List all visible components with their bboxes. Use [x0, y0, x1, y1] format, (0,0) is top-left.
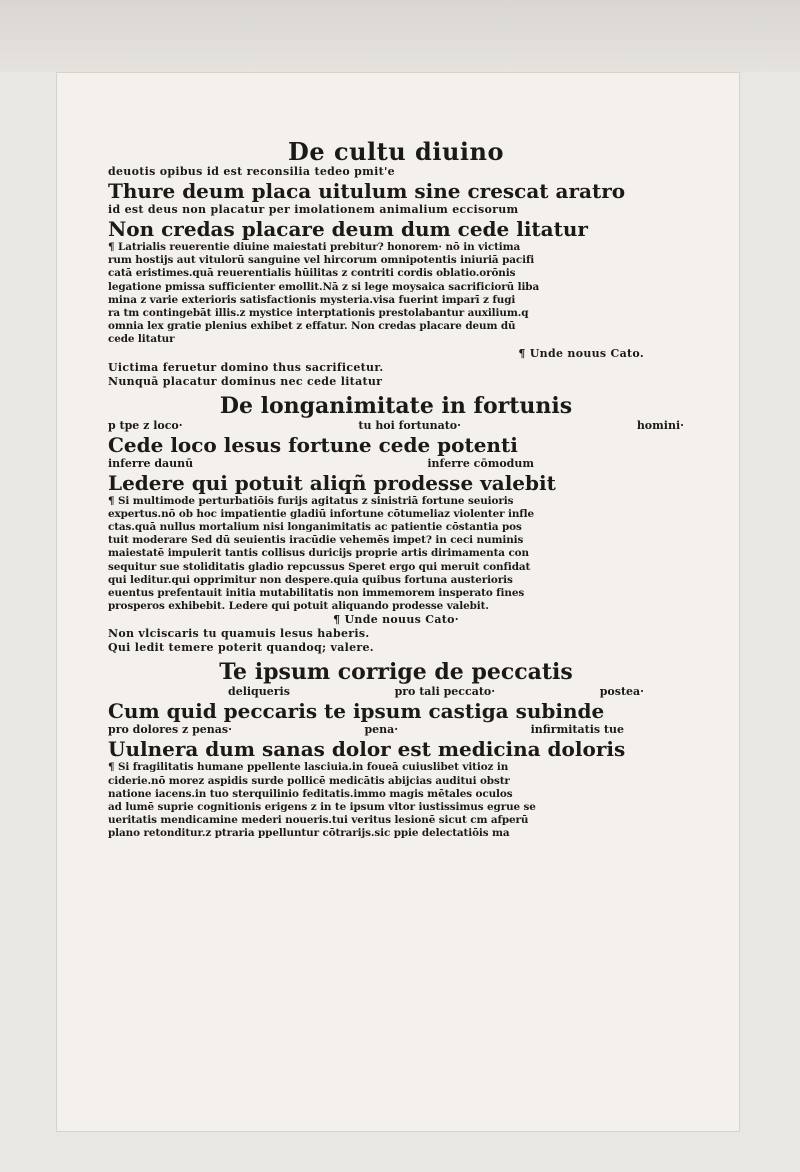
page-top-margin — [0, 0, 800, 72]
verse-line: Cede loco lesus fortune cede potenti — [108, 432, 518, 457]
commentary-line: ctas.quā nullus mortalium nisi longanimitatis ac patientie cōstantia pos — [108, 521, 522, 534]
interlinear-gloss: id est deus non placatur per imolationem animalium eccisorum — [108, 203, 519, 216]
section-heading-cult: De cultu diuino — [288, 138, 504, 165]
commentary-line: prosperos exhibebit. Ledere qui potuit aliquando prodesse valebit. — [108, 600, 489, 613]
gloss-word: pena· — [364, 723, 399, 737]
gloss-word: inferre daunū — [108, 456, 194, 470]
interlinear-gloss — [108, 457, 684, 471]
commentary-line: ¶ Latrialis reuerentie diuine maiestati prebitur? honorem· nō in victima — [108, 241, 521, 253]
commentary-line: maiestatē impulerit tantis collisus duricijs proprie artis dirimamenta con — [108, 547, 529, 560]
section-heading-correction: Te ipsum corrige de peccatis — [219, 659, 573, 686]
gloss-word: p tpe z loco· — [108, 418, 183, 432]
gloss-word: pro tali peccato· — [394, 685, 496, 699]
quoted-verse: Uictima feruetur domino thus sacrificetur. — [108, 360, 384, 374]
source-reference: ¶ Unde nouus Cato· — [333, 613, 459, 627]
quoted-verse: Non vlciscaris tu quamuis lesus haberis. — [108, 627, 370, 641]
commentary-paragraph — [108, 241, 684, 347]
verse-line: Cum quid peccaris te ipsum castiga subinde — [108, 699, 605, 724]
commentary-line: sequitur sue stoliditatis gladio repcussus Speret ergo qui meruit confidat — [108, 560, 531, 573]
gloss-word: postea· — [599, 685, 644, 699]
commentary-line: natione iacens.in tuo sterquilinio feditatis.immo magis mētales oculos — [108, 787, 513, 800]
commentary-line: ¶ Si fragilitatis humane ppellente lasciuia.in foueā cuiuslibet vitioz in — [108, 761, 509, 774]
commentary-line: legatione pmissa sufficienter emollit.Nā z si lege moysaica sacrificiorū liba — [108, 280, 540, 293]
gloss-word: infirmitatis tue — [530, 723, 624, 737]
commentary-line: tuit moderare Sed dū seuientis iracūdie vehemēs impet? in ceci numinis — [108, 534, 524, 547]
verse-line: Thure deum placa uitulum sine crescat aratro — [108, 179, 626, 203]
quoted-verse: Qui ledit temere poterit quandoq; valere. — [108, 641, 374, 655]
interlinear-gloss — [108, 685, 684, 699]
interlinear-gloss: deuotis opibus id est reconsilia tedeo pmit'e — [108, 165, 395, 178]
commentary-line: ad lumē suprie cognitionis erigens z in te ipsum vltor iustissimus egrue se — [108, 801, 536, 814]
verse-line: Non credas placare deum dum cede litatur — [108, 217, 588, 241]
interlinear-gloss — [108, 419, 684, 433]
commentary-line: cede litatur — [108, 333, 175, 346]
commentary-line: ciderie.nō morez aspidis surde pollicē medicātis abijcias auditui obstr — [108, 774, 510, 787]
commentary-line: ueritatis mendicamine mederi noueris.tui veritus lesionē sicut cm afperū — [108, 814, 529, 827]
verse-line: Ledere qui potuit aliqñ prodesse valebit — [108, 470, 556, 495]
commentary-line: euentus prefentauit initia mutabilitatis non immemorem insperato fines — [108, 587, 525, 600]
gloss-word: deliqueris — [228, 685, 290, 699]
commentary-line: qui leditur.qui opprimitur non despere.quia quibus fortuna austerioris — [108, 573, 513, 586]
gloss-word: tu hoi fortunato· — [358, 418, 461, 432]
quoted-verse: Nunquā placatur dominus nec cede litatur — [108, 374, 383, 388]
commentary-line: mina z varie exterioris satisfactionis mysteria.visa fuerint imparī z fugi — [108, 293, 516, 306]
commentary-line: rum hostijs aut vitulorū sanguine vel hircorum omnipotentis iniuriā pacifi — [108, 254, 535, 267]
verse-line: Uulnera dum sanas dolor est medicina doloris — [108, 737, 626, 762]
gloss-word: homini· — [636, 418, 684, 432]
commentary-line: catā eristimes.quā reuerentialis hūilitas z contriti cordis oblatio.orōnis — [108, 267, 516, 280]
commentary-line: ra tm contingebāt illis.z mystice interptationis prestolabantur auxilium.q — [108, 307, 529, 320]
commentary-line: plano retonditur.z ptraria ppelluntur cōtrarijs.sic ppie delectatiōis ma — [108, 827, 510, 840]
commentary-line: expertus.nō ob hoc impatientie gladiū infortune cōtumeliaz violenter infle — [108, 507, 535, 520]
interlinear-gloss — [108, 723, 684, 737]
commentary-paragraph — [108, 495, 684, 614]
commentary-line: omnia lex gratie plenius exhibet z effatur. Non credas placare deum dū — [108, 320, 516, 333]
source-reference: ¶ Unde nouus Cato. — [518, 346, 644, 360]
section-heading-longanimity: De longanimitate in fortunis — [219, 392, 573, 419]
gloss-word: inferre cōmodum — [427, 456, 534, 470]
commentary-line: ¶ Si multimode perturbatiōis furijs agitatus z sinistriā fortune seuioris — [108, 494, 514, 507]
commentary-paragraph — [108, 761, 684, 840]
gloss-word: pro dolores z penas· — [108, 723, 232, 737]
text-block — [108, 138, 684, 841]
